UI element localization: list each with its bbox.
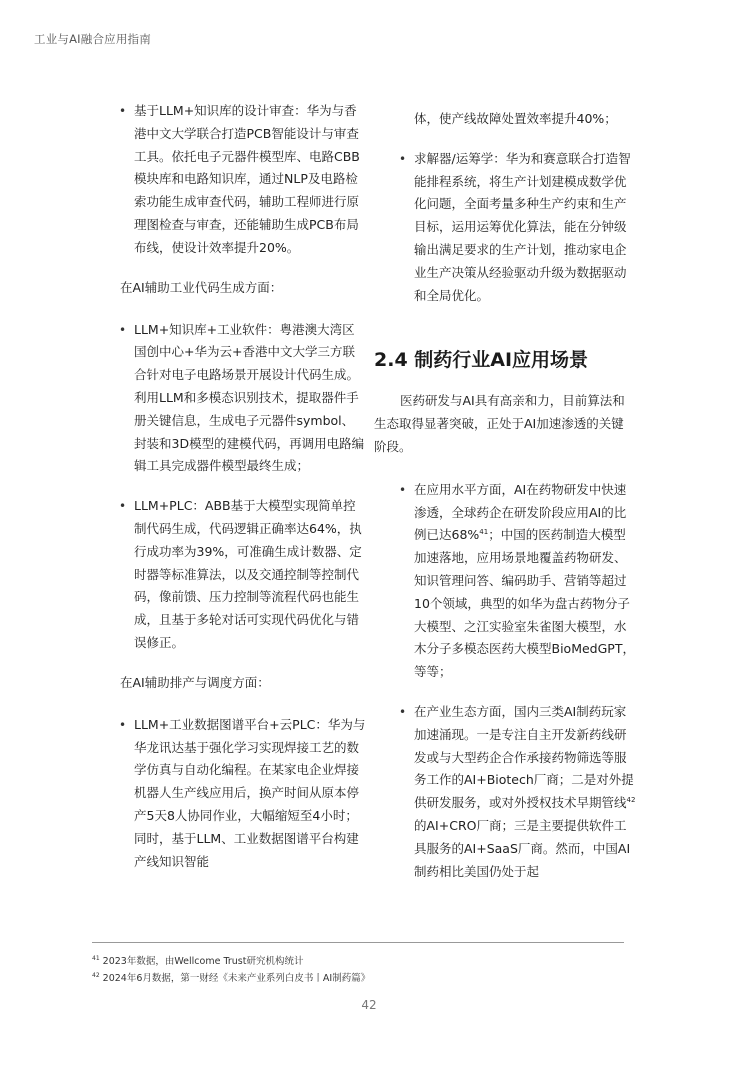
list-item-text: 求解器/运筹学：华为和赛意联合打造智能排程系统，将生产计划建模成数学优化问题，全面考量多种生产约束和生产目标，运用运筹优化算法，能在分钟级输出满足要求的生产计划，推动家电企业生产决策从经验驱动升级为数据驱动和全局优化。 (414, 150, 631, 303)
page-number: 42 (361, 998, 377, 1012)
list-item-text: LLM+PLC：ABB基于大模型实现简单控制代码生成，代码逻辑正确率达64%，执行成功率为39%，可准确生成计数器、定时器等标准算法，以及交通控制等控制代码，像前馈、压力控制等流程代码也能生成，且基于多轮对话可实现代码优化与错误修正。 (134, 498, 362, 650)
list-item (119, 100, 366, 260)
list-item-text: 在应用水平方面，AI在药物研发中快速渗透，全球药企在研发阶段应用AI的比例已达68% (414, 481, 627, 543)
footnote (92, 953, 370, 970)
footnote (92, 970, 370, 987)
list-item-text: 基于LLM+知识库的设计审查：华为与香港中文大学联合打造PCB智能设计与审查工具。依托电子元器件模型库、电路CBB模块库和电路知识库，通过NLP及电路检索功能生成审查代码，辅助工程师进行原理图检查与审查，还能辅助生成PCB布局布线，使设计效率提升20%。 (134, 103, 360, 255)
subheading-scheduling: 在AI辅助排产与调度方面： (120, 674, 270, 690)
list-item (119, 714, 366, 874)
bullet-icon: • (119, 499, 127, 514)
section-title: 2.4 制药行业AI应用场景 (374, 349, 589, 372)
left-column (112, 100, 366, 890)
list-item-text: ；中国的医药制造大模型加速落地，应用场景地覆盖药物研发、知识管理问答、编码助手、营销等超过10个领域，典型的如华为盘古药物分子大模型、之江实验室朱雀图大模型，水木分子多模态医药大模型BioMedGPT，等等； (414, 527, 635, 680)
list-item (119, 495, 366, 655)
right-column (374, 100, 636, 900)
footnote-ref[interactable]: 42 (626, 795, 636, 804)
subheading-code-generation: 在AI辅助工业代码生成方面： (120, 279, 283, 295)
bullet-list-4 (374, 148, 636, 308)
bullet-icon: • (399, 704, 407, 719)
list-item-text: 在产业生态方面，国内三类AI制药玩家加速涌现。一是专注自主开发新药线研发或与大型药企合作承接药物筛选等服务工作的AI+Biotech厂商；二是对外提供研发服务，或对外授权技术早期管线 (414, 703, 634, 811)
footnote-text: 2024年6月数据，第一财经《未来产业系列白皮书丨AI制药篇》 (102, 973, 371, 984)
bullet-list-2 (112, 319, 365, 655)
footnote-number: 42 (92, 971, 100, 979)
bullet-icon: • (399, 482, 407, 497)
list-item-text: 的AI+CRO厂商；三是主要提供软件工具服务的AI+SaaS厂商。然而，中国AI制药相比美国仍处于起 (414, 817, 631, 879)
intro-paragraph: 医药研发与AI具有高亲和力，目前算法和生态取得显著突破，正处于AI加速渗透的关键阶段。 (374, 393, 625, 454)
bullet-list-3 (112, 714, 366, 874)
list-item (399, 148, 636, 308)
continued-text: 体，使产线故障处置效率提升40%； (414, 111, 617, 126)
list-item (399, 701, 636, 883)
bullet-list-5 (374, 479, 636, 884)
footnote-divider (92, 942, 624, 943)
footnote-text: 2023年数据，由Wellcome Trust研究机构统计 (102, 956, 304, 967)
bullet-icon: • (119, 717, 127, 732)
bullet-icon: • (399, 151, 407, 166)
bullet-icon: • (119, 322, 127, 337)
footnote-number: 41 (92, 954, 100, 962)
list-item-text: LLM+知识库+工业软件：粤港澳大湾区国创中心+华为云+香港中文大学三方联合针对电子电路场景开展设计代码生成。利用LLM和多模态识别技术，提取器件手册关键信息，生成电子元器件symbol、封装和3D模型的建模代码，再调用电路编辑工具完成器件模型最终生成； (134, 321, 365, 474)
list-item (119, 319, 366, 479)
running-header: 工业与AI融合应用指南 (34, 32, 151, 46)
footnotes (92, 953, 370, 987)
bullet-icon: • (119, 104, 127, 118)
list-item-text: LLM+工业数据图谱平台+云PLC：华为与华龙讯达基于强化学习实现焊接工艺的数学仿真与自动化编程。在某家电企业焊接机器人生产线应用后，换产时间从原本停产5天8人协同作业，大幅缩短至4小时；同时，基于LLM、工业数据图谱平台构建产线知识智能 (134, 716, 366, 869)
bullet-list-1 (112, 100, 358, 260)
footnote-ref[interactable]: 41 (479, 528, 489, 537)
list-item (399, 479, 636, 684)
